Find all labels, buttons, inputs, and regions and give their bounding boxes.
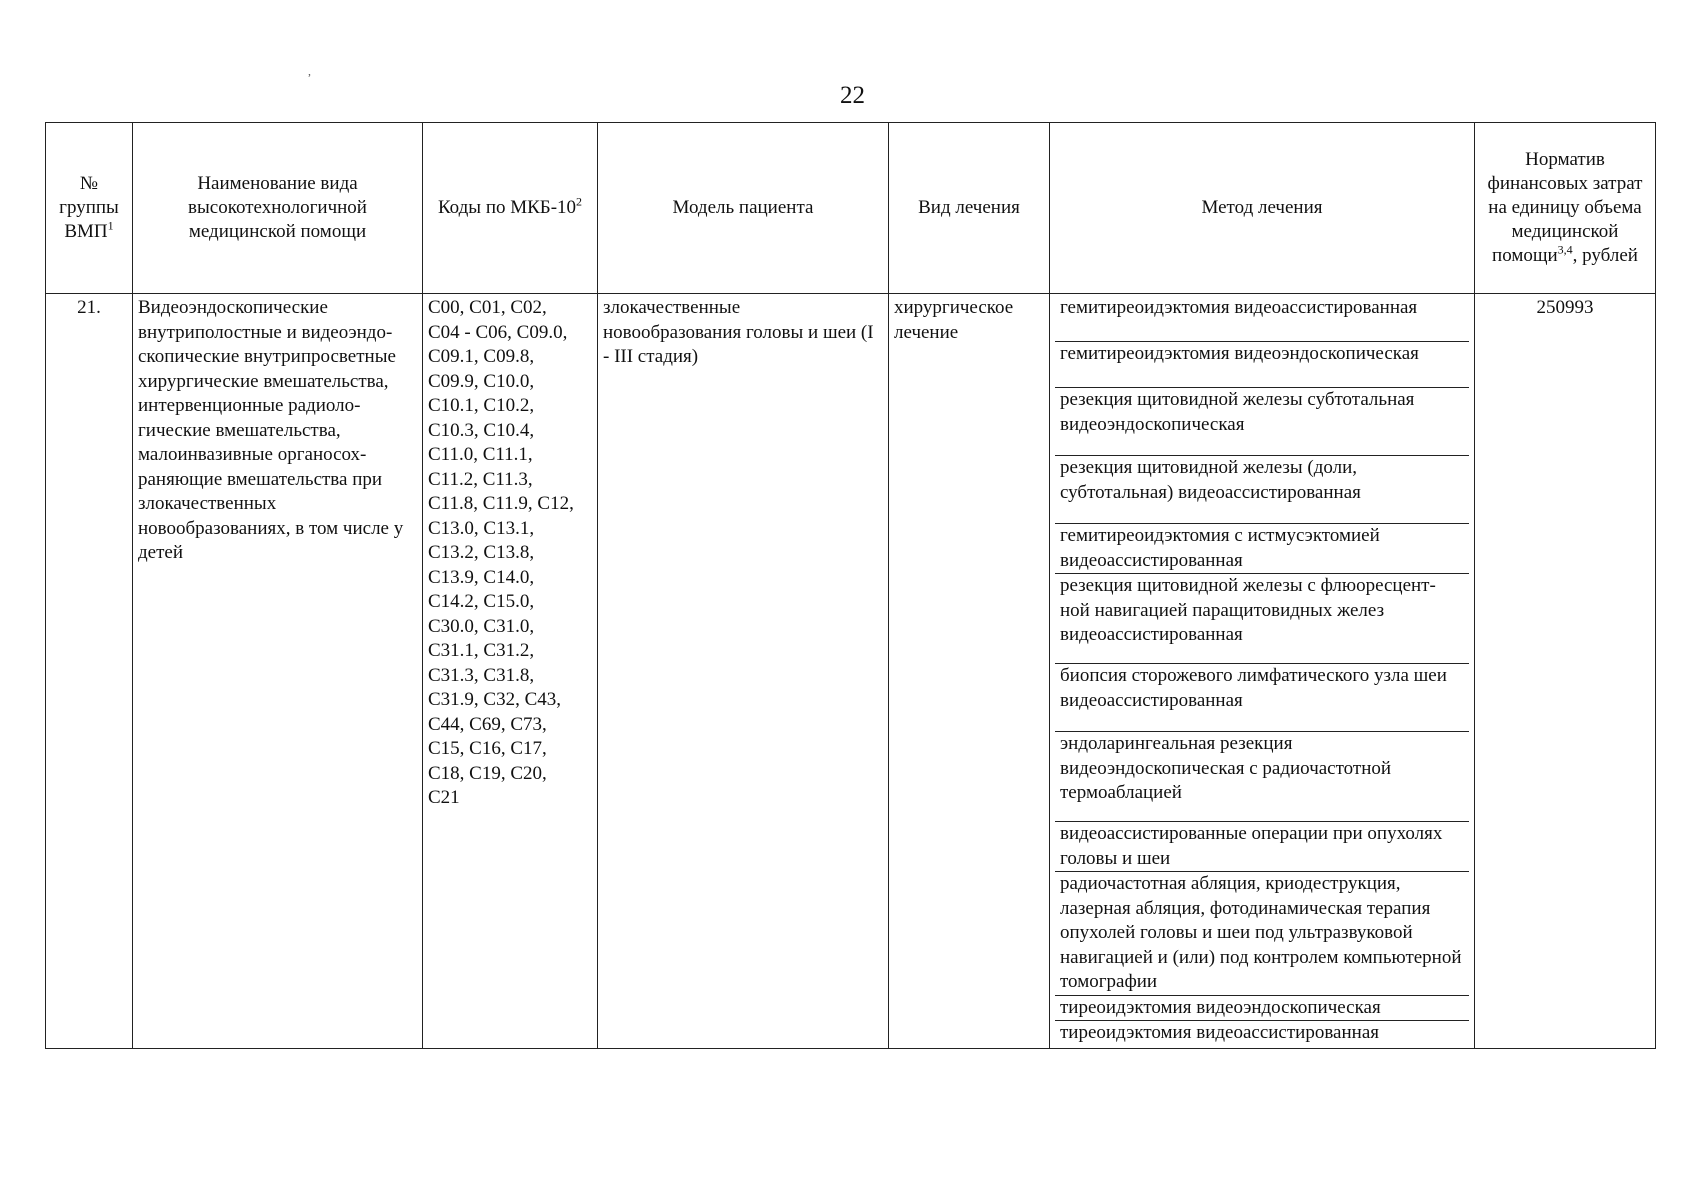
icd-code-line: C13.0, C13.1, <box>428 517 535 539</box>
method-item: гемитиреоидэктомия с истмусэктомией видеоассистированная <box>1055 524 1469 574</box>
icd-code-line: C11.2, C11.3, <box>428 468 533 490</box>
header-care-name: Наименование вида высокотехнологичной медицинской помощи <box>133 123 423 294</box>
method-item: радиочастотная абляция, криодеструкция, лазерная абляция, фотодинамическая терапия опухолей головы и шеи под ультразвуковой навигацией и (или) под контролем компьютерной томографии <box>1055 872 1469 996</box>
method-item: эндоларингеальная резекция видеоэндоскопическая с радиочастотной термоаблацией <box>1055 732 1469 822</box>
header-treatment-method: Метод лечения <box>1050 123 1475 294</box>
header-treatment-type: Вид лечения <box>889 123 1050 294</box>
icd-code-line: C31.9, C32, C43, <box>428 689 562 710</box>
row-treatment-methods <box>1050 294 1475 1049</box>
page-number: 22 <box>840 82 865 109</box>
icd-code-line: C44, C69, C73, <box>428 713 547 735</box>
table-header-row <box>46 123 1656 294</box>
row-group-no: 21. <box>46 294 133 1049</box>
method-item: резекция щитовидной железы субтотальная видеоэндоскопическая <box>1055 388 1469 456</box>
header-icd-codes: Коды по МКБ-$10^2$ <box>423 123 598 294</box>
icd-code-line: C21 <box>428 787 460 808</box>
icd-code-line: C14.2, C15.0, <box>428 591 535 612</box>
row-patient-model: злокачественные новообразования головы и шеи (I - III стадия) <box>598 294 889 1049</box>
icd-code-line: C18, C19, C20, <box>428 762 547 784</box>
scan-mark: , <box>308 64 311 78</box>
icd-code-line: C13.9, C14.0, <box>428 566 535 588</box>
row-treatment-type: хирургическое лечение <box>889 294 1050 1049</box>
method-item: биопсия сторожевого лимфатического узла шеи видеоассистированная <box>1055 664 1469 732</box>
header-cost-norm: Норматив финансовых затрат на единицу объема медицинской помощи$^{3,4}$, рублей <box>1475 123 1656 294</box>
icd-code-line: C11.0, C11.1, <box>428 444 533 465</box>
icd-code-line: C09.1, C09.8, <box>428 346 535 367</box>
row-icd-codes <box>423 294 598 1049</box>
medical-care-table <box>45 122 1656 1049</box>
row-care-name: Видеоэндоскопические внутриполостные и видеоэндо-скопические внутрипросветные хирургические вмешательства, интервенционные радиоло-гические вмешательства, малоинвазивные органосох-раняющие вмешательства при злокачественных новообразованиях, в том числе у детей <box>133 294 423 1049</box>
method-item: гемитиреоидэктомия видеоассистированная <box>1055 296 1469 342</box>
icd-code-line: C31.1, C31.2, <box>428 640 535 661</box>
method-item: резекция щитовидной железы с флюоресцент-ной навигацией паращитовидных желез видеоассистированная <box>1055 574 1469 664</box>
header-group-no: № группы ВМП$^1$ <box>46 123 133 294</box>
icd-code-line: C09.9, C10.0, <box>428 370 535 392</box>
icd-code-line: C04 - C06, C09.0, <box>428 321 568 343</box>
header-patient-model: Модель пациента <box>598 123 889 294</box>
icd-code-line: C00, C01, C02, <box>428 297 547 318</box>
icd-codes-list <box>428 296 592 811</box>
icd-code-line: C10.1, C10.2, <box>428 395 535 416</box>
method-item: гемитиреоидэктомия видеоэндоскопическая <box>1055 342 1469 388</box>
method-item: тиреоидэктомия видеоассистированная <box>1060 1022 1379 1043</box>
icd-code-line: C13.2, C13.8, <box>428 542 535 563</box>
icd-code-line: C30.0, C31.0, <box>428 615 535 637</box>
method-item: видеоассистированные операции при опухолях головы и шеи <box>1055 822 1469 872</box>
method-list <box>1055 296 1469 1046</box>
icd-code-line: C11.8, C11.9, C12, <box>428 493 574 514</box>
icd-code-line: C31.3, C31.8, <box>428 664 535 686</box>
icd-code-line: C10.3, C10.4, <box>428 419 535 441</box>
icd-code-line: C15, C16, C17, <box>428 738 547 759</box>
row-cost-norm: 250993 <box>1475 294 1656 1049</box>
method-item: резекция щитовидной железы (доли, субтотальная) видеоассистированная <box>1055 456 1469 524</box>
method-item: тиреоидэктомия видеоэндоскопическая <box>1055 996 1469 1022</box>
table-row <box>46 294 1656 1049</box>
